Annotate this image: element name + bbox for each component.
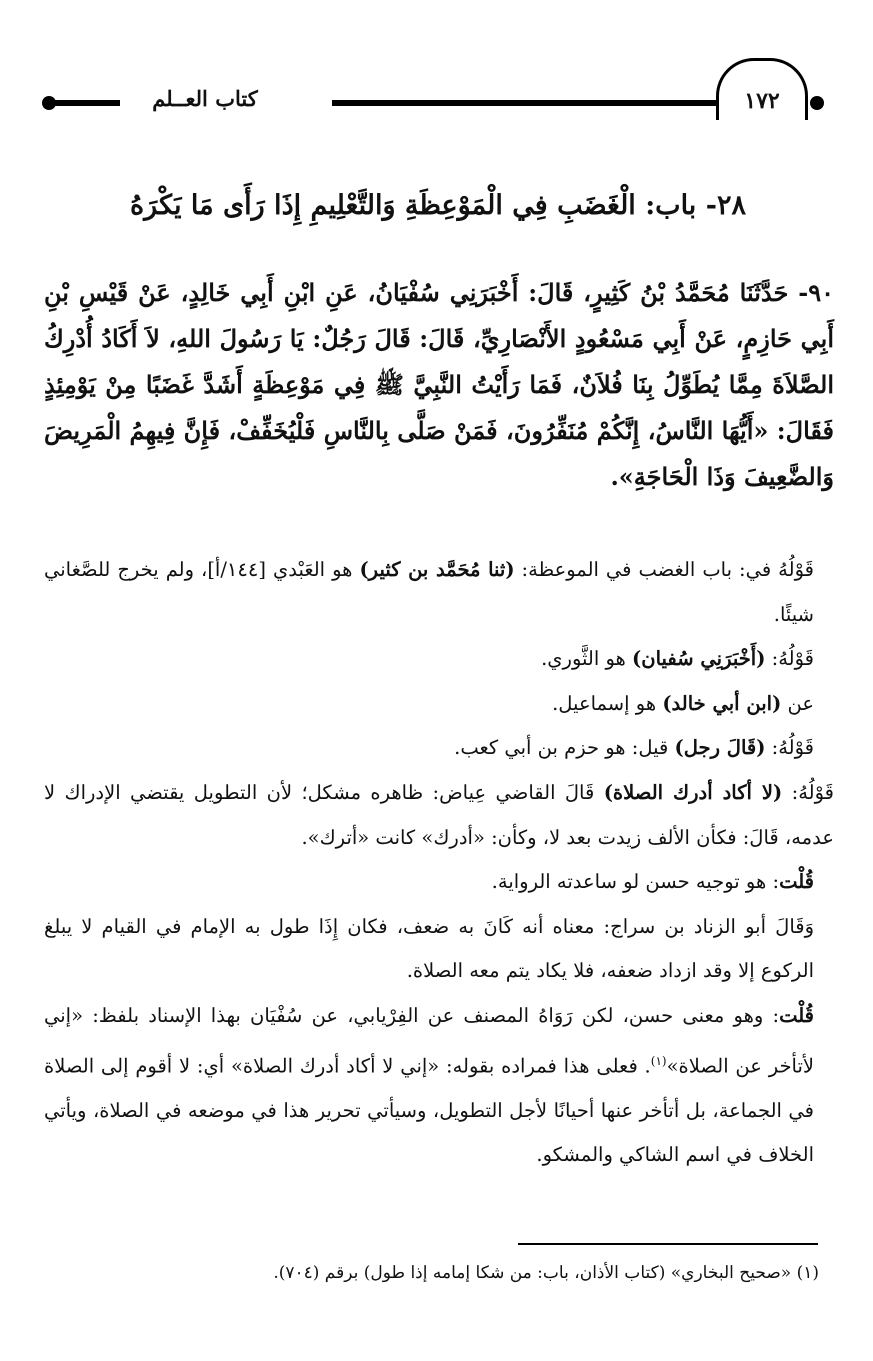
header-rule [332, 100, 718, 106]
commentary-paragraph: قُلْت: هو توجيه حسن لو ساعدته الرواية. [491, 870, 814, 894]
footnote: (١) «صحيح البخاري» (كتاب الأذان، باب: من شكا إمامه إذا طول) برقم (٧٠٤). [273, 1263, 819, 1283]
commentary-paragraph: عن (ابن أبي خالد) هو إسماعيل. [552, 691, 814, 715]
hadith-text: ٩٠- حَدَّثَنَا مُحَمَّدُ بْنُ كَثِيرٍ، قَالَ: أَخْبَرَنِي سُفْيَانُ، عَنِ ابْنِ أَبِي خَالِدٍ، عَنْ قَيْسِ بْنِ أَبِي حَازِمٍ، عَنْ أَبِي مَسْعُودٍ الأَنْصَارِيِّ، قَالَ: قَالَ رَجُلٌ: يَا رَسُولَ اللهِ، لاَ أَكَادُ أُدْرِكُ الصَّلاَةَ مِمَّا يُطَوِّلُ بِنَا فُلاَنٌ، فَمَا رَأَيْتُ النَّبِيَّ ﷺ فِي مَوْعِظَةٍ أَشَدَّ غَضَبًا مِنْ يَوْمِئِذٍ فَقَالَ: «أَيُّهَا النَّاسُ، إِنَّكُمْ مُنَفِّرُونَ، فَمَنْ صَلَّى بِالنَّاسِ فَلْيُخَفِّفْ، فَإِنَّ فِيهِمُ الْمَرِيضَ وَالضَّعِيفَ وَذَا الْحَاجَةِ». [44, 278, 834, 491]
commentary [44, 548, 834, 1178]
commentary-paragraph: قُلْت: وهو معنى حسن، لكن رَوَاهُ المصنف عن الفِرْيابي، عن سُفْيَان بهذا الإسناد بلفظ: «إني لأتأخر عن الصلاة»$^{(١)}$. فعلى هذا فمراده بقوله: «إني لا أكاد أدرك الصلاة» أي: لا أقوم إلى الصلاة في الجماعة، بل أتأخر عنها أحيانًا لأجل التطويل، وسيأتي تحرير هذا في موضعه في الصلاة، ويأتي الخلاف في اسم الشاكي والمشكو. [44, 1003, 814, 1167]
commentary-paragraph: وَقَالَ أبو الزناد بن سراج: معناه أنه كَانَ به ضعف، فكان إِذَا طول به الإمام في القيام لا يبلغ الركوع إلا وقد ازداد ضعفه، فلا يكاد يتم معه الصلاة. [44, 914, 814, 983]
commentary-paragraph: قَوْلُهُ: (لا أكاد أدرك الصلاة) قَالَ القاضي عِياض: ظاهره مشكل؛ لأن التطويل يقتضي الإدراك لا عدمه، قَالَ: فكأن الألف زيدت بعد لا، وكأن: «أدرك» كانت «أترك». [44, 780, 834, 849]
commentary-paragraph: قَوْلُهُ: (قَالَ رجل) قيل: هو حزم بن أبي كعب. [454, 736, 814, 760]
chapter-heading: ٢٨- باب: الْغَضَبِ فِي الْمَوْعِظَةِ وَالتَّعْلِيمِ إِذَا رَأَى مَا يَكْرَهُ [130, 190, 746, 221]
header-right-ornament [810, 96, 824, 110]
footnote-marker: (١) [650, 1053, 667, 1068]
commentary-paragraph: قَوْلُهُ في: باب الغضب في الموعظة: (ثنا مُحَمَّد بن كثير) هو العَبْدي [١٤٤/أ]، ولم يخرج للصَّغاني شيئًا. [44, 558, 814, 626]
footnote-rule [518, 1243, 818, 1245]
commentary-paragraph: قَوْلُهُ: (أَخْبَرَنِي سُفيان) هو الثَّوري. [541, 647, 814, 671]
page-number: ١٧٢ [744, 88, 780, 114]
running-header-title: كتاب العــلم [152, 86, 258, 111]
